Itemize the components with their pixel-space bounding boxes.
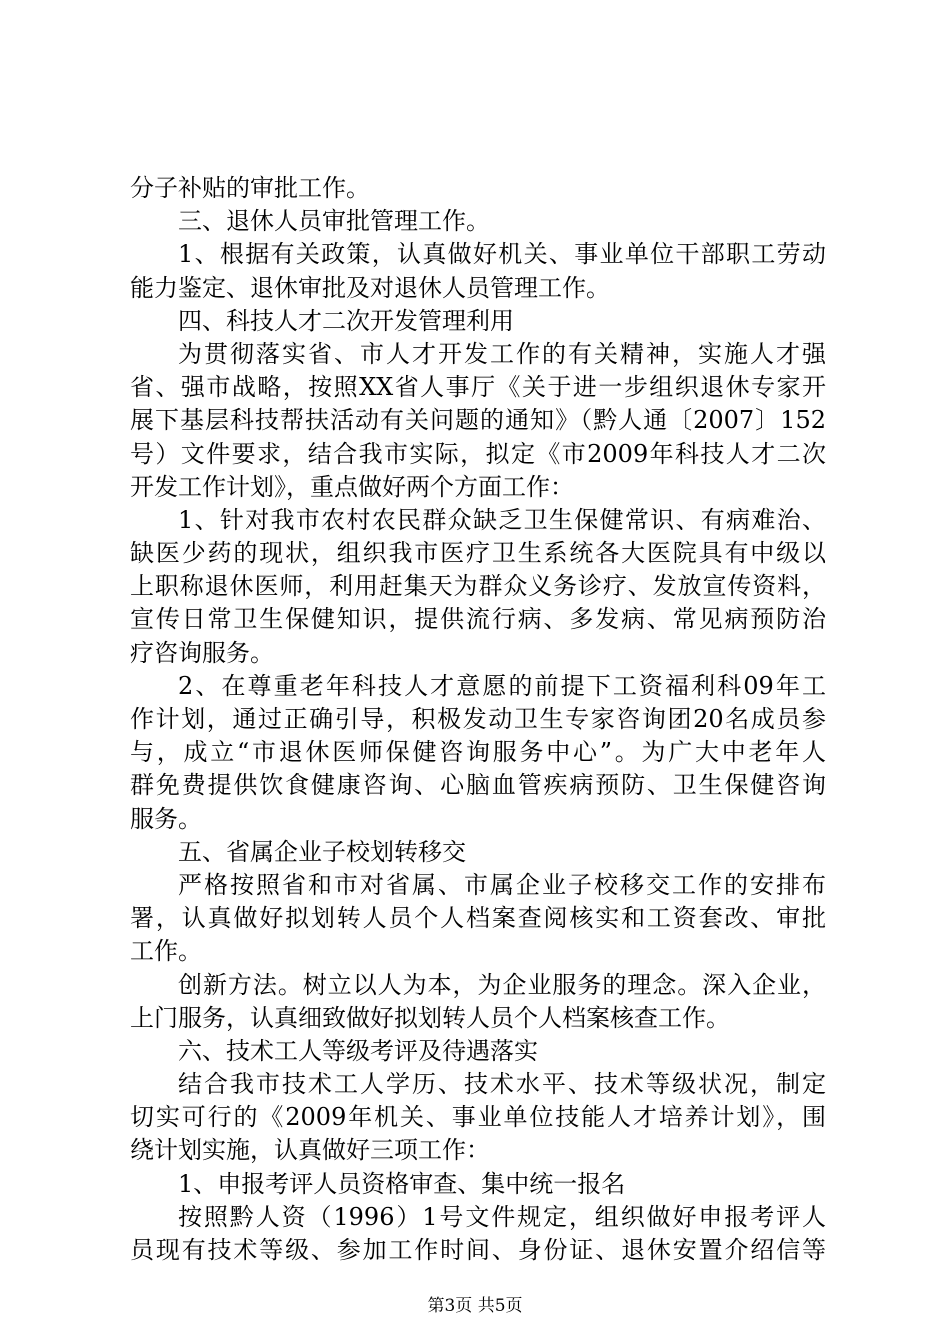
text-line: 署，认真做好拟划转人员个人档案查阅核实和工资套改、审批 — [130, 904, 826, 933]
text-line: 群免费提供饮食健康咨询、心脑血管疾病预防、卫生保健咨询 — [130, 771, 826, 800]
section-heading: 四、科技人才二次开发管理利用 — [178, 306, 514, 335]
text-line: 按照黔人资（1996）1号文件规定，组织做好申报考评人 — [178, 1202, 826, 1231]
text-line: 缺医少药的现状，组织我市医疗卫生系统各大医院具有中级以 — [130, 539, 826, 568]
text-line: 1、针对我市农村农民群众缺乏卫生保健常识、有病难治、 — [178, 505, 826, 534]
text-line: 切实可行的《2009年机关、事业单位技能人才培养计划》，围 — [130, 1103, 826, 1132]
text-line: 结合我市技术工人学历、技术水平、技术等级状况，制定 — [178, 1070, 826, 1099]
body-text — [130, 172, 826, 1267]
text-line: 开发工作计划》，重点做好两个方面工作： — [130, 472, 574, 501]
text-line: 疗咨询服务。 — [130, 638, 274, 667]
text-line: 1、根据有关政策，认真做好机关、事业单位干部职工劳动 — [178, 240, 826, 269]
text-line: 上门服务，认真细致做好拟划转人员个人档案核查工作。 — [130, 1003, 730, 1032]
text-line: 严格按照省和市对省属、市属企业子校移交工作的安排布 — [178, 870, 826, 899]
text-line: 号）文件要求，结合我市实际，拟定《市2009年科技人才二次 — [130, 439, 826, 468]
text-line: 分子补贴的审批工作。 — [130, 174, 370, 202]
text-line: 工作。 — [130, 937, 202, 966]
text-line: 与，成立“市退休医师保健咨询服务中心”。为广大中老年人 — [130, 738, 826, 767]
text-line: 作计划，通过正确引导，积极发动卫生专家咨询团20名成员参 — [130, 705, 826, 733]
text-line: 展下基层科技帮扶活动有关问题的通知》（黔人通〔2007〕152 — [130, 406, 826, 435]
text-line: 服务。 — [130, 804, 202, 833]
text-line: 绕计划实施，认真做好三项工作： — [130, 1136, 490, 1165]
text-line: 上职称退休医师，利用赶集天为群众义务诊疗、发放宣传资料， — [130, 572, 826, 601]
text-line: 宣传日常卫生保健知识，提供流行病、多发病、常见病预防治 — [130, 605, 826, 634]
text-line: 为贯彻落实省、市人才开发工作的有关精神，实施人才强 — [178, 339, 826, 368]
section-heading: 三、退休人员审批管理工作。 — [178, 207, 490, 236]
text-line: 省、强市战略，按照XX省人事厅《关于进一步组织退休专家开 — [130, 373, 826, 402]
section-heading: 六、技术工人等级考评及待遇落实 — [178, 1036, 538, 1065]
text-line: 创新方法。树立以人为本，为企业服务的理念。深入企业， — [178, 970, 826, 999]
page-footer: 第3页 共5页 — [427, 1296, 523, 1316]
text-line: 2、在尊重老年科技人才意愿的前提下工资福利科09年工 — [178, 671, 826, 700]
text-line: 1、申报考评人员资格审查、集中统一报名 — [178, 1169, 626, 1198]
section-heading: 五、省属企业子校划转移交 — [178, 837, 466, 866]
text-line: 能力鉴定、退休审批及对退休人员管理工作。 — [130, 273, 610, 302]
text-line: 员现有技术等级、参加工作时间、身份证、退休安置介绍信等 — [130, 1236, 826, 1264]
